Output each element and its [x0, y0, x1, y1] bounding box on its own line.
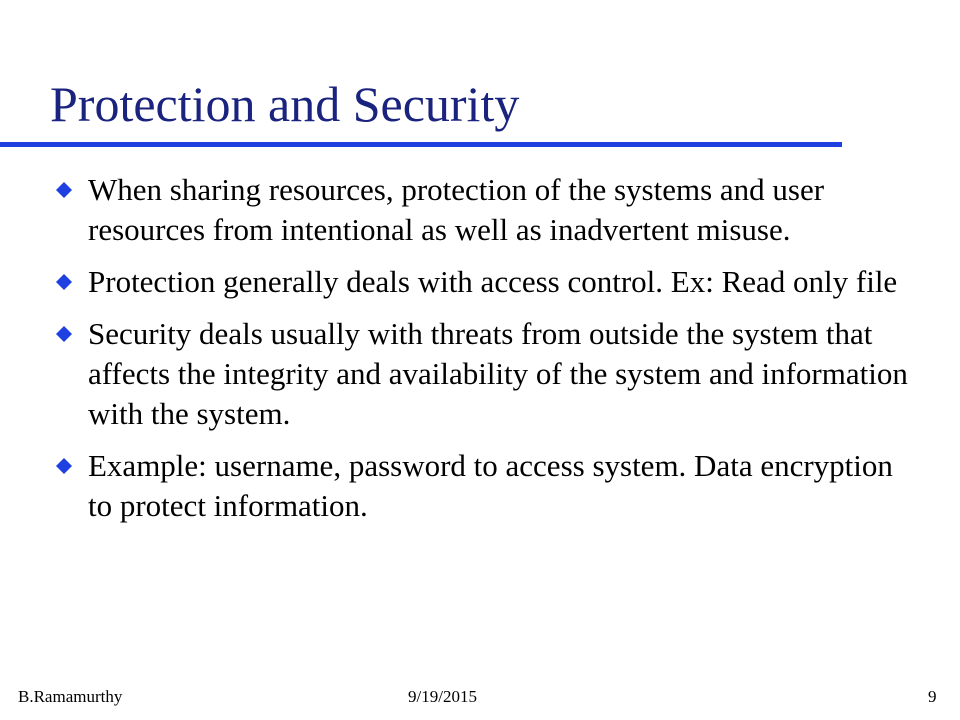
footer-page-number: 9 — [928, 687, 937, 706]
diamond-bullet-icon — [56, 274, 72, 290]
bullet-list — [56, 170, 916, 538]
bullet-text: Protection generally deals with access control. Ex: Read only file — [88, 264, 898, 299]
slide-title: Protection and Security — [50, 76, 520, 132]
title-underline — [0, 142, 842, 147]
diamond-bullet-icon — [56, 326, 72, 342]
diamond-bullet-icon — [56, 458, 72, 474]
diamond-bullet-icon — [56, 182, 72, 198]
bullet-item — [56, 446, 916, 526]
bullet-item — [56, 170, 916, 250]
bullet-item — [56, 314, 916, 434]
bullet-text: Example: username, password to access system. Data encryption to protect information. — [88, 448, 893, 523]
footer-date: 9/19/2015 — [408, 687, 477, 706]
bullet-text: When sharing resources, protection of the systems and user resources from intentional as well as inadvertent misuse. — [88, 172, 825, 247]
bullet-text: Security deals usually with threats from outside the system that affects the integrity and availability of the system and information with the system. — [88, 316, 908, 431]
bullet-item — [56, 262, 916, 302]
footer-author: B.Ramamurthy — [18, 687, 123, 706]
